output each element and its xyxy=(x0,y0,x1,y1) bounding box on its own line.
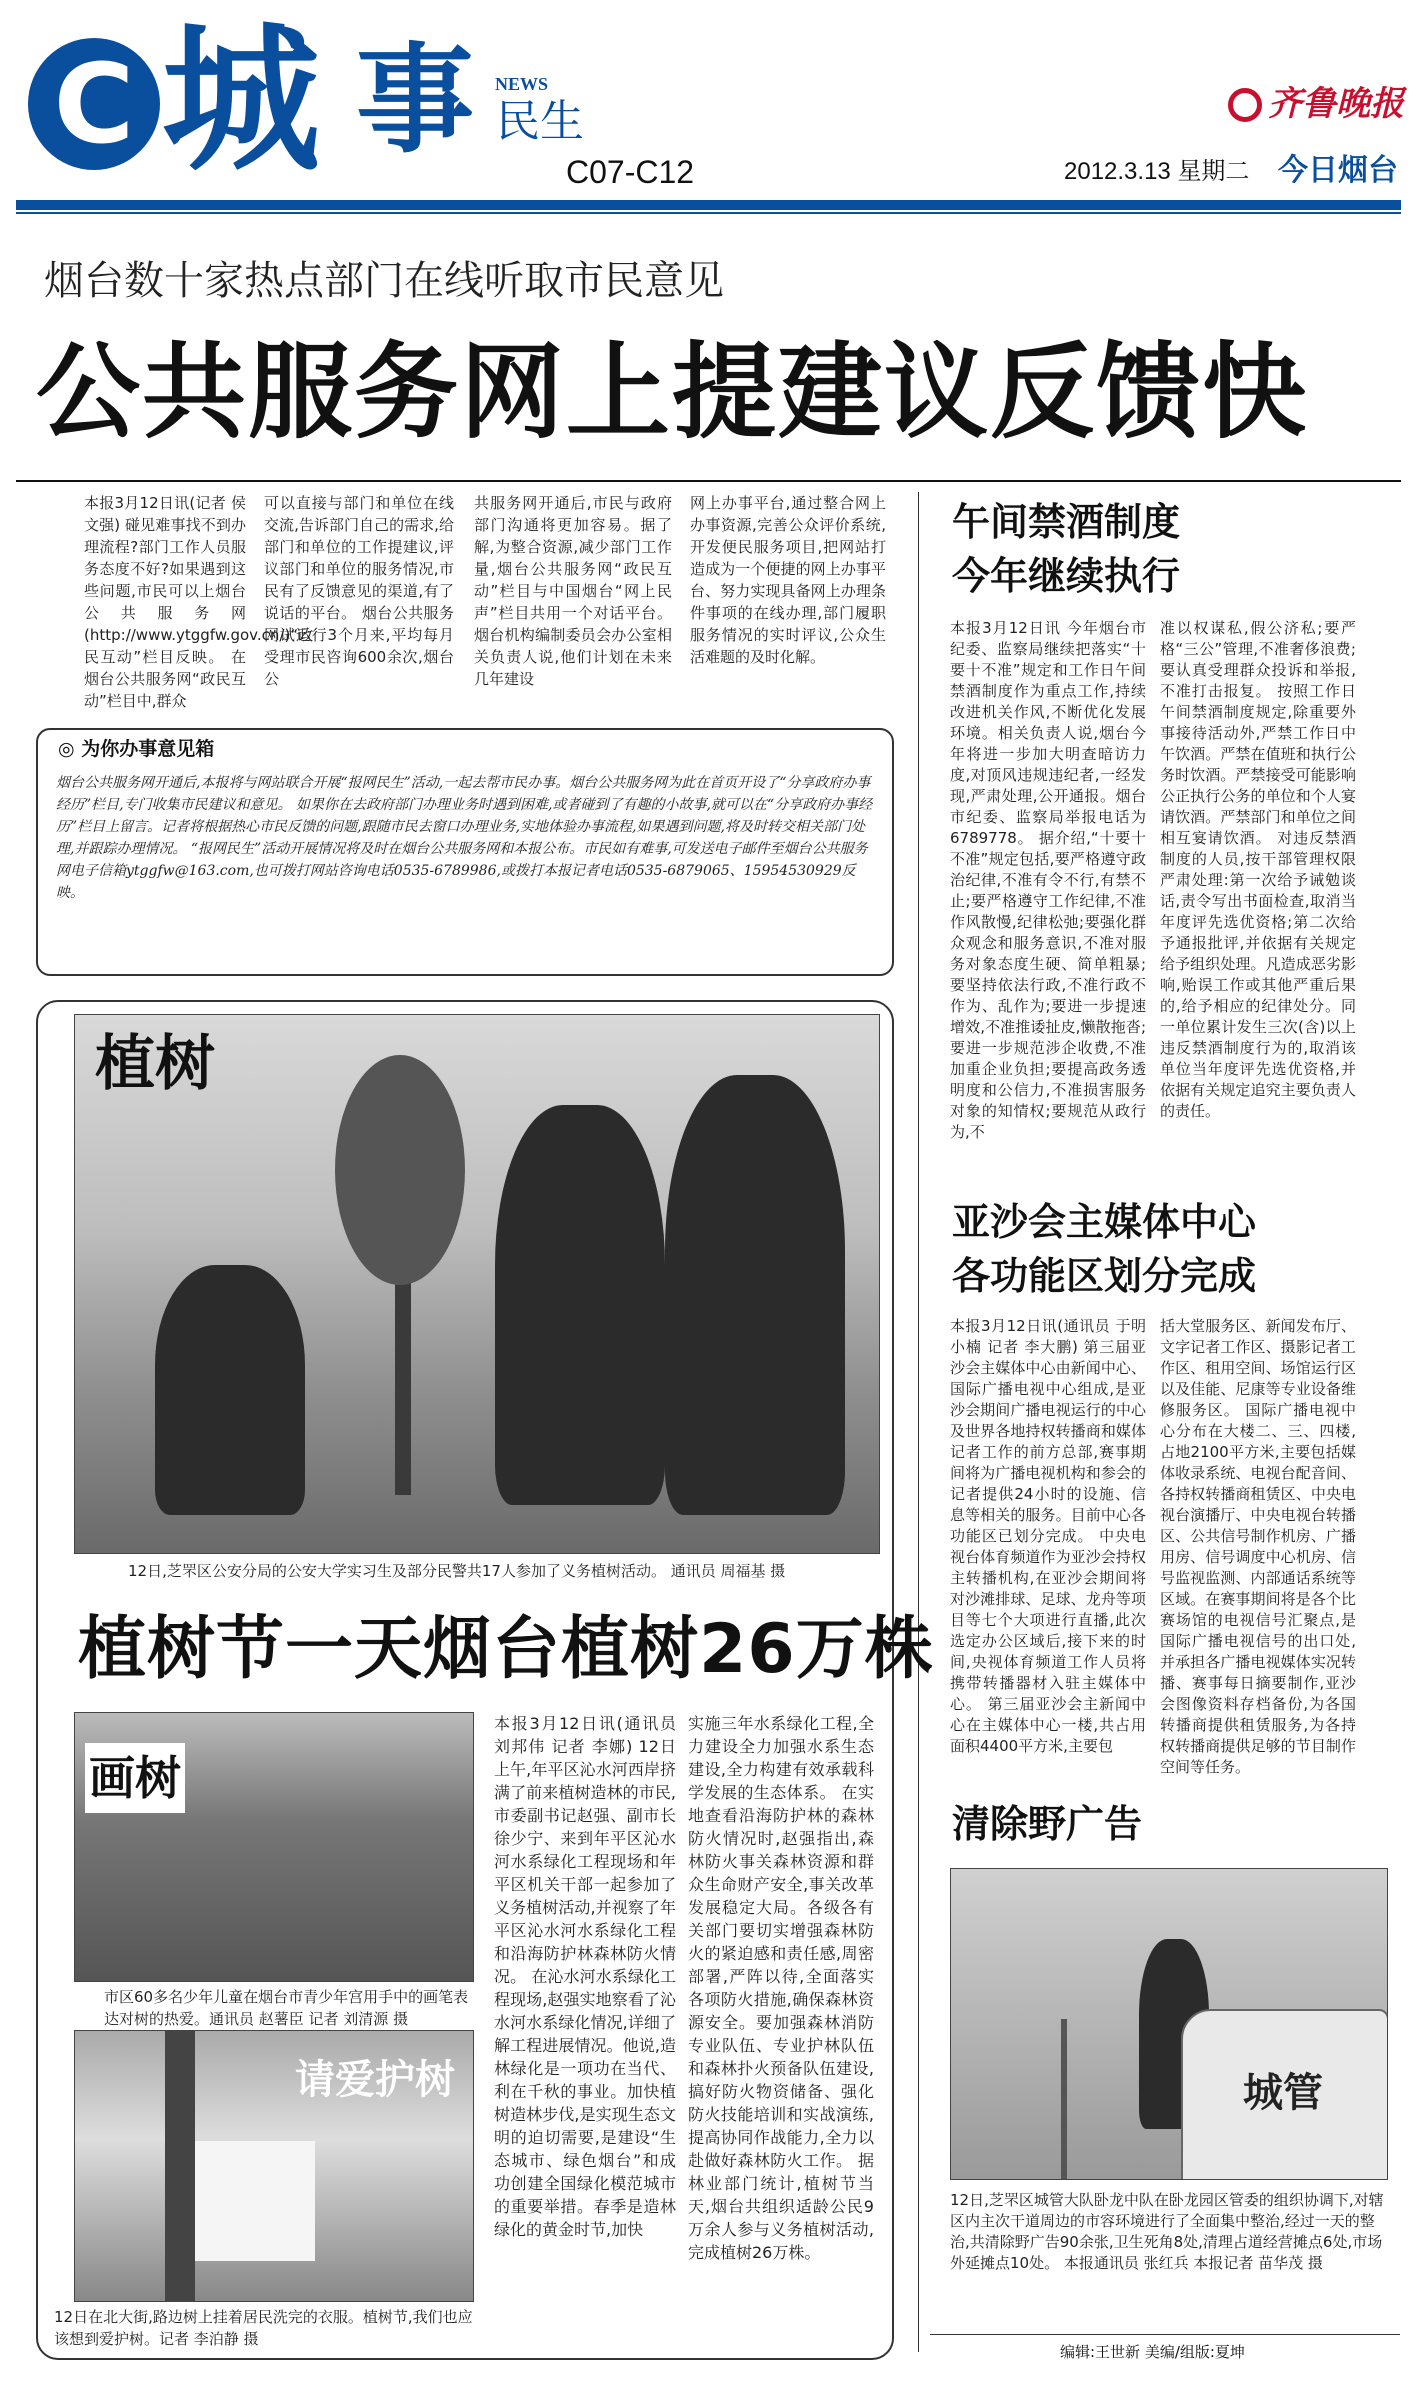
drawing-trees-photo xyxy=(74,1712,474,1982)
headline-rule xyxy=(16,480,1401,482)
photo-label: 请爱护树 xyxy=(295,2057,455,2103)
laundry-photo-caption: 12日在北大街,路边树上挂着居民洗完的衣服。植树节,我们也应该想到爱护树。记者 李泊静 摄 xyxy=(54,2308,473,2348)
laundry-tree-photo xyxy=(74,2030,474,2302)
alcohol-headline-1: 午间禁酒制度 xyxy=(952,500,1181,544)
page-credits: 编辑:王世新 美编/组版:夏坤 xyxy=(1060,2343,1245,2361)
asian-games-column-2: 括大堂服务区、新闻发布厅、文字记者工作区、摄影记者工作区、租用空间、场馆运行区以及佳能、尼康等专业设备维修服务区。 国际广播电视中心分布在大楼二、三、四楼,占地2100平方米,主要包括媒体收录系统、电视台配音间、各持权转播商租赁区、中央电视台演播厅、中央电视台转播区、公共信号制作机房、广播用房、信号调度中心机房、信号监视监测、内部通话系统等区域。在赛事期间将是各个比赛场馆的电视信号汇聚点,是国际广播电视信号的出口处,并承担各广播电视媒体实况转播、赛事每日摘要制作,亚沙会图像资料存档备份,为各国转播商提供租赁服务,为各持权转播商提供足够的节目制作空间等任务。 xyxy=(1160,1317,1356,1776)
footer-rule xyxy=(930,2334,1400,2335)
masthead-rule-thin xyxy=(16,212,1401,214)
ads-photo-caption: 12日,芝罘区城管大队卧龙中队在卧龙园区管委的组织协调下,对辖区内主次干道周边的市容环境进行了全面集中整治,经过一天的整治,共清除野广告90余张,卫生死角8处,清理占道经营摊点6处,市场外延摊点10处。 本报通讯员 张红兵 本报记者 苗华茂 摄 xyxy=(950,2191,1384,2272)
asian-games-headline-2: 各功能区划分完成 xyxy=(952,1254,1257,1298)
lead-headline: 公共服务网上提建议反馈快 xyxy=(36,331,1309,453)
notice-title-text: 为你办事意见箱 xyxy=(81,738,215,760)
tree-headline: 植树节一天烟台植树26万株 xyxy=(78,1610,934,1689)
lead-column-4: 网上办事平台,通过整合网上办事资源,完善公众评价系统,开发便民服务项目,把网站打造成为一个便捷的网上办事平台、努力实现具备网上办理条件事项的在线办理,部门履职服务情况的实时评议,公众生活难题的及时化解。 xyxy=(690,494,886,666)
news-label: NEWS xyxy=(495,74,549,94)
paper-name: 齐鲁晚报 xyxy=(1268,84,1404,124)
vehicle-shape xyxy=(1181,2009,1388,2180)
column-divider xyxy=(918,492,919,2352)
photo-label: 画树 xyxy=(85,1743,185,1813)
person-shape xyxy=(495,1105,665,1505)
tree-photo-caption: 12日,芝罘区公安分局的公安大学实习生及部分民警共17人参加了义务植树活动。 通讯员 周福基 摄 xyxy=(128,1562,786,1580)
page-range: C07-C12 xyxy=(566,154,695,190)
notice-body: 烟台公共服务网开通后,本报将与网站联合开展“报网民生”活动,一起去帮市民办事。烟台公共服务网为此在首页开设了“分享政府办事经历”栏目,专门收集市民建议和意见。 如果你在去政府部门办理业务时遇到困难,或者碰到了有趣的小故事,就可以在“分享政府办事经历”栏目上留言。记者将根据热心市民反馈的问题,跟随市民去窗口办理业务,实地体验办事流程,如果遇到问题,将及时转交相关部门处理,并跟踪办理情况。 “报网民生”活动开展情况将及时在烟台公共服务网和本报公布。市民如有难事,可发送电子邮件至烟台公共服务网电子信箱ytggfw@163.com,也可拨打网站咨询电话0535-6789986,或拨打本报记者电话0535-6879065、15954530929反映。 xyxy=(56,775,873,901)
section-sub-label: 民生 xyxy=(496,96,584,147)
edition-name: 今日烟台 xyxy=(1278,153,1398,188)
vehicle-text: 城管 xyxy=(1243,2070,1323,2116)
lead-column-3: 共服务网开通后,市民与政府部门沟通将更加容易。据了解,为整合资源,减少部门工作量,烟台公共服务网“政民互动”栏目与中国烟台“网上民声”栏目共用一个对话平台。 烟台机构编制委员会办公室相关负责人说,他们计划在未来几年建设 xyxy=(474,494,672,688)
lead-subtitle: 烟台数十家热点部门在线听取市民意见 xyxy=(44,258,724,304)
lead-column-1: 本报3月12日讯(记者 侯文强) 碰见难事找不到办理流程?部门工作人员服务态度不好?如果遇到这些问题,市民可以上烟台公共服务网(http://www.ytggfw.gov.cn/)“政民互动”栏目反映。 在烟台公共服务网“政民互动”栏目中,群众 xyxy=(84,494,314,710)
masthead-rule xyxy=(16,200,1401,210)
ads-headline: 清除野广告 xyxy=(952,1802,1143,1846)
tree-column-1: 本报3月12日讯(通讯员 刘邦伟 记者 李娜) 12日上午,年平区沁水河西岸挤满了前来植树造林的市民,市委副书记赵强、副市长徐少宁、来到年平区沁水河水系绿化工程现场和年平区机关干部一起参加了义务植树活动,并视察了年平区沁水河水系绿化工程和沿海防护林森林防火情况。 在沁水河水系绿化工程现场,赵强实地察看了沁水河水系绿化情况,详细了解工程进展情况。他说,造林绿化是一项功在当代、利在千秋的事业。加快植树造林步伐,是实现生态文明的迫切需要,是建设“生态城市、绿色烟台”和成功创建全国绿化模范城市的重要举措。春季是造林绿化的黄金时节,加快 xyxy=(494,1714,676,2239)
asian-games-headline-1: 亚沙会主媒体中心 xyxy=(952,1200,1257,1244)
pole-shape xyxy=(1061,2019,1067,2180)
alcohol-column-1: 本报3月12日讯 今年烟台市纪委、监察局继续把落实“十要十不准”规定和工作日午间禁酒制度作为重点工作,持续改进机关作风,不断优化发展环境。相关负责人说,烟台今年将进一步加大明查暗访力度,对顶风违规违纪者,一经发现,严肃处理,公开通报。烟台市纪委、监察局举报电话为6789778。 据介绍,“十要十不准”规定包括,要严格遵守政治纪律,不准有令不行,有禁不止;要严格遵守工作纪律,不准作风散慢,纪律松弛;要强化群众观念和服务意识,不准对服务对象态度生硬、简单粗暴;要坚持依法行政,不准行政不作为、乱作为;要进一步提速增效,不准推诿扯皮,懒散拖沓;要进一步规范涉企收费,不准加重企业负担;要提高政务透明度和公信力,不准损害服务对象的知情权;要规范从政行为,不 xyxy=(950,619,1146,1141)
clothing-shape xyxy=(195,2141,315,2261)
alcohol-headline-2: 今年继续执行 xyxy=(952,554,1181,598)
lead-column-2: 可以直接与部门和单位在线交流,告诉部门自己的需求,给部门和单位的工作提建议,评议部门和单位的服务情况,市民有了反馈意见的渠道,有了说话的平台。 烟台公共服务网试运行3个月来,平均每月受理市民咨询600余次,烟台公 xyxy=(264,494,454,688)
notice-title xyxy=(58,736,214,762)
tree-column-2: 实施三年水系绿化工程,全力建设全力加强水系生态建设,全力构建有效承载科学发展的生态体系。 在实地查看沿海防护林的森林防火情况时,赵强指出,森林防火事关森林资源和群众生命财产安全,事关改革发展稳定大局。各级各有关部门要切实增强森林防火的紧迫感和责任感,周密部署,严阵以待,全面落实各项防火措施,确保森林资源安全。要加强森林消防专业队伍、专业护林队伍和森林扑火预备队伍建设,搞好防火物资储备、强化防火技能培训和实战演练,提高协同作战能力,全力以赴做好森林防火工作。 据林业部门统计,植树节当天,烟台共组织适龄公民9万余人参与义务植树活动,完成植树26万株。 xyxy=(688,1714,874,2262)
masthead-title-1: 城 xyxy=(162,9,314,193)
asian-games-column-1: 本报3月12日讯(通讯员 于明 小楠 记者 李大鹏) 第三届亚沙会主媒体中心由新闻中心、国际广播电视中心组成,是亚沙会期间广播电视运行的中心及世界各地持权转播商和媒体记者工作的前方总部,赛事期间将为广播电视机构和参会的记者提供24小时的设施、信息等相关的服务。目前中心各功能区已划分完成。 中央电视台体育频道作为亚沙会持权主转播机构,在亚沙会期间将对沙滩排球、足球、龙舟等项目等七个大项进行直播,此次选定办公区域后,接下来的时间,央视体育频道工作人员将携带转播器材入驻主媒体中心。 第三届亚沙会主新闻中心在主媒体中心一楼,共占用面积4400平方米,主要包 xyxy=(950,1317,1146,1755)
tree-planting-photo xyxy=(74,1014,880,1554)
paper-logo-icon xyxy=(1228,88,1262,122)
tree-trunk-shape xyxy=(165,2031,195,2302)
tree-crown-shape xyxy=(335,1055,465,1285)
section-badge: C xyxy=(28,38,160,170)
notice-bullet-icon: ◎ xyxy=(58,738,75,760)
issue-date: 2012.3.13 星期二 xyxy=(1064,158,1250,185)
masthead-title-2: 事 xyxy=(356,31,475,169)
alcohol-column-2: 准以权谋私,假公济私;要严格“三公”管理,不准奢侈浪费;要认真受理群众投诉和举报,不准打击报复。 按照工作日午间禁酒制度规定,除重要外事接待活动外,严禁工作日中午饮酒。严禁在值班和执行公务时饮酒。严禁接受可能影响公正执行公务的单位和个人宴请饮酒。严禁部门和单位之间相互宴请饮酒。 对违反禁酒制度的人员,按干部管理权限严肃处理:第一次给予诫勉谈话,责令写出书面检查,取消当年度评先选优资格;第二次给予通报批评,并依据有关规定给予组织处理。凡造成恶劣影响,贻误工作或其他严重后果的,给予相应的纪律处分。同一单位累计发生三次(含)以上违反禁酒制度行为的,取消该单位当年度评先选优资格,并依据有关规定追究主要负责人的责任。 xyxy=(1160,619,1356,1120)
person-shape xyxy=(155,1265,305,1515)
drawing-photo-caption: 市区60多名少年儿童在烟台市青少年宫用手中的画笔表达对树的热爱。通讯员 赵薯臣 记者 刘清源 摄 xyxy=(104,1988,469,2028)
person-shape xyxy=(665,1075,845,1515)
ads-cleanup-photo xyxy=(950,1868,1388,2180)
photo-label: 植树 xyxy=(95,1029,215,1099)
